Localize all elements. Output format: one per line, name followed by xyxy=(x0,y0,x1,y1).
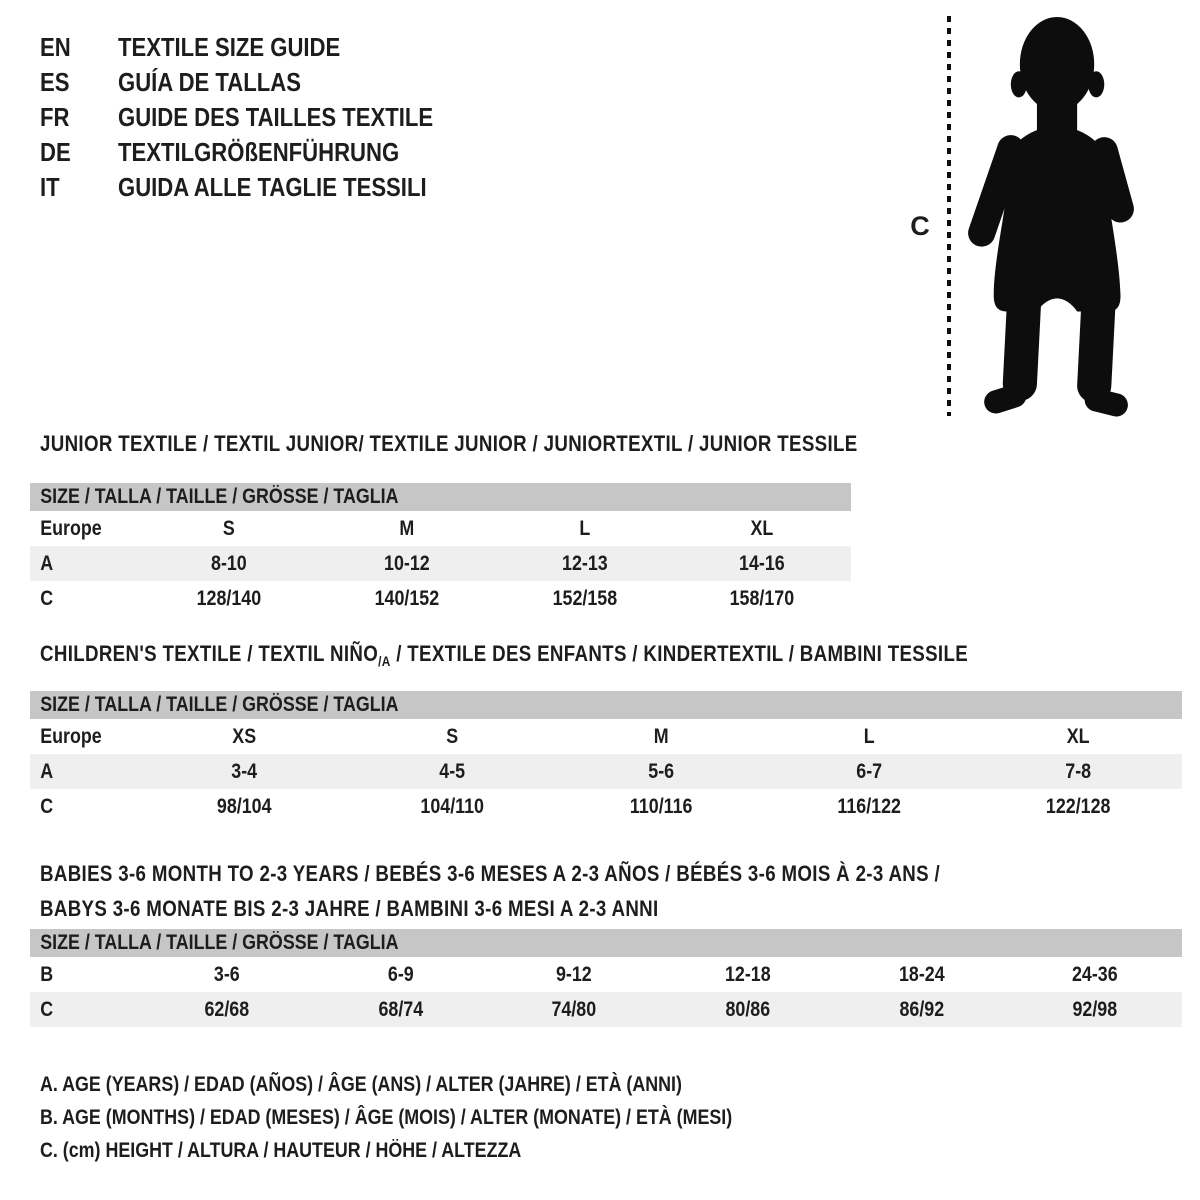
legend-age-months: B. AGE (MONTHS) / EDAD (MESES) / ÂGE (MOIS) / ALTER (MONATE) / ETÀ (MESI) xyxy=(40,1106,733,1129)
size-cell: M xyxy=(653,725,669,748)
junior-row-europe xyxy=(30,511,851,546)
height-cell: 86/92 xyxy=(899,998,944,1021)
children-title-text: CHILDREN'S TEXTILE / TEXTIL NIÑO xyxy=(40,641,379,666)
children-title-text: / TEXTILE DES ENFANTS / KINDERTEXTIL / BAMBINI TESSILE xyxy=(390,641,969,666)
row-label: C xyxy=(40,998,54,1021)
children-row-height xyxy=(30,789,1182,824)
height-cell: 128/140 xyxy=(196,587,262,610)
language-code: FR xyxy=(40,102,70,132)
children-size-table xyxy=(30,691,1182,824)
babies-row-months xyxy=(30,957,1182,992)
height-cell: 158/170 xyxy=(729,587,795,610)
row-label: C xyxy=(40,587,54,610)
months-cell: 12-18 xyxy=(724,963,771,986)
children-section-title xyxy=(40,641,968,674)
months-cell: 6-9 xyxy=(387,963,414,986)
children-row-europe xyxy=(30,719,1182,754)
size-cell: XS xyxy=(232,725,257,748)
size-cell: L xyxy=(578,517,590,540)
language-row-en xyxy=(40,30,489,65)
height-cell: 74/80 xyxy=(551,998,597,1021)
size-header-label: SIZE / TALLA / TAILLE / GRÖSSE / TAGLIA xyxy=(40,485,399,508)
babies-section-title xyxy=(40,856,940,926)
age-cell: 14-16 xyxy=(739,552,785,575)
age-cell: 7-8 xyxy=(1064,760,1091,783)
language-row-it xyxy=(40,170,489,205)
months-cell: 18-24 xyxy=(898,963,945,986)
size-cell: S xyxy=(222,517,235,540)
height-measure-label: C xyxy=(910,211,930,241)
junior-size-header-bar xyxy=(30,483,851,511)
babies-size-table xyxy=(30,929,1182,1027)
children-title-subscript: /A xyxy=(378,653,391,669)
size-cell: XL xyxy=(1066,725,1090,748)
height-cell: 80/86 xyxy=(725,998,771,1021)
children-row-age xyxy=(30,754,1182,789)
height-cell: 92/98 xyxy=(1072,998,1118,1021)
language-row-de xyxy=(40,135,489,170)
language-code: EN xyxy=(40,32,71,62)
months-cell: 24-36 xyxy=(1072,963,1118,986)
height-measure-dashed-line xyxy=(947,16,951,416)
measure-legend xyxy=(40,1068,854,1167)
age-cell: 12-13 xyxy=(561,552,608,575)
age-cell: 6-7 xyxy=(856,760,883,783)
size-cell: M xyxy=(399,517,415,540)
junior-size-table xyxy=(30,483,851,616)
height-cell: 104/110 xyxy=(420,795,485,818)
age-cell: 4-5 xyxy=(439,760,466,783)
size-cell: S xyxy=(446,725,459,748)
babies-row-height xyxy=(30,992,1182,1027)
language-code: DE xyxy=(40,137,71,167)
language-title-list xyxy=(40,30,489,205)
junior-row-height xyxy=(30,581,851,616)
babies-size-header-bar xyxy=(30,929,1182,957)
language-row-es xyxy=(40,65,489,100)
months-cell: 9-12 xyxy=(556,963,593,986)
size-header-label: SIZE / TALLA / TAILLE / GRÖSSE / TAGLIA xyxy=(40,693,399,716)
guide-title-es: GUÍA DE TALLAS xyxy=(118,67,301,97)
junior-section-title: JUNIOR TEXTILE / TEXTIL JUNIOR/ TEXTILE JUNIOR / JUNIORTEXTIL / JUNIOR TESSILE xyxy=(40,431,858,456)
months-cell: 3-6 xyxy=(213,963,240,986)
height-cell: 62/68 xyxy=(204,998,250,1021)
height-cell: 122/128 xyxy=(1045,795,1111,818)
age-cell: 8-10 xyxy=(211,552,247,575)
guide-title-it: GUIDA ALLE TAGLIE TESSILI xyxy=(118,172,427,202)
toddler-silhouette-icon xyxy=(964,14,1136,418)
language-row-fr xyxy=(40,100,489,135)
height-cell: 68/74 xyxy=(378,998,423,1021)
height-cell: 116/122 xyxy=(837,795,902,818)
language-code: ES xyxy=(40,67,70,97)
legend-height-cm: C. (cm) HEIGHT / ALTURA / HAUTEUR / HÖHE / ALTEZZA xyxy=(40,1139,522,1162)
row-label: C xyxy=(40,795,54,818)
height-cell: 152/158 xyxy=(552,587,617,610)
size-cell: XL xyxy=(750,517,774,540)
age-cell: 3-4 xyxy=(231,760,258,783)
size-cell: L xyxy=(863,725,875,748)
row-label: Europe xyxy=(40,517,102,540)
age-cell: 10-12 xyxy=(383,552,430,575)
height-cell: 98/104 xyxy=(216,795,272,818)
age-cell: 5-6 xyxy=(648,760,674,783)
row-label: A xyxy=(40,760,54,783)
size-header-label: SIZE / TALLA / TAILLE / GRÖSSE / TAGLIA xyxy=(40,931,399,954)
row-label: Europe xyxy=(40,725,102,748)
babies-title-line2: BABYS 3-6 MONATE BIS 2-3 JAHRE / BAMBINI 3-6 MESI A 2-3 ANNI xyxy=(40,896,659,921)
guide-title-fr: GUIDE DES TAILLES TEXTILE xyxy=(118,102,434,132)
babies-title-line1: BABIES 3-6 MONTH TO 2-3 YEARS / BEBÉS 3-6 MESES A 2-3 AÑOS / BÉBÉS 3-6 MOIS À 2-3 ANS / xyxy=(40,861,941,886)
language-code: IT xyxy=(40,172,60,202)
row-label: B xyxy=(40,963,54,986)
children-size-header-bar xyxy=(30,691,1182,719)
guide-title-en: TEXTILE SIZE GUIDE xyxy=(118,32,341,62)
junior-row-age xyxy=(30,546,851,581)
row-label: A xyxy=(40,552,54,575)
height-cell: 140/152 xyxy=(374,587,439,610)
height-cell: 110/116 xyxy=(629,795,693,818)
guide-title-de: TEXTILGRÖßENFÜHRUNG xyxy=(118,137,400,167)
legend-age-years: A. AGE (YEARS) / EDAD (AÑOS) / ÂGE (ANS) / ALTER (JAHRE) / ETÀ (ANNI) xyxy=(40,1073,682,1096)
